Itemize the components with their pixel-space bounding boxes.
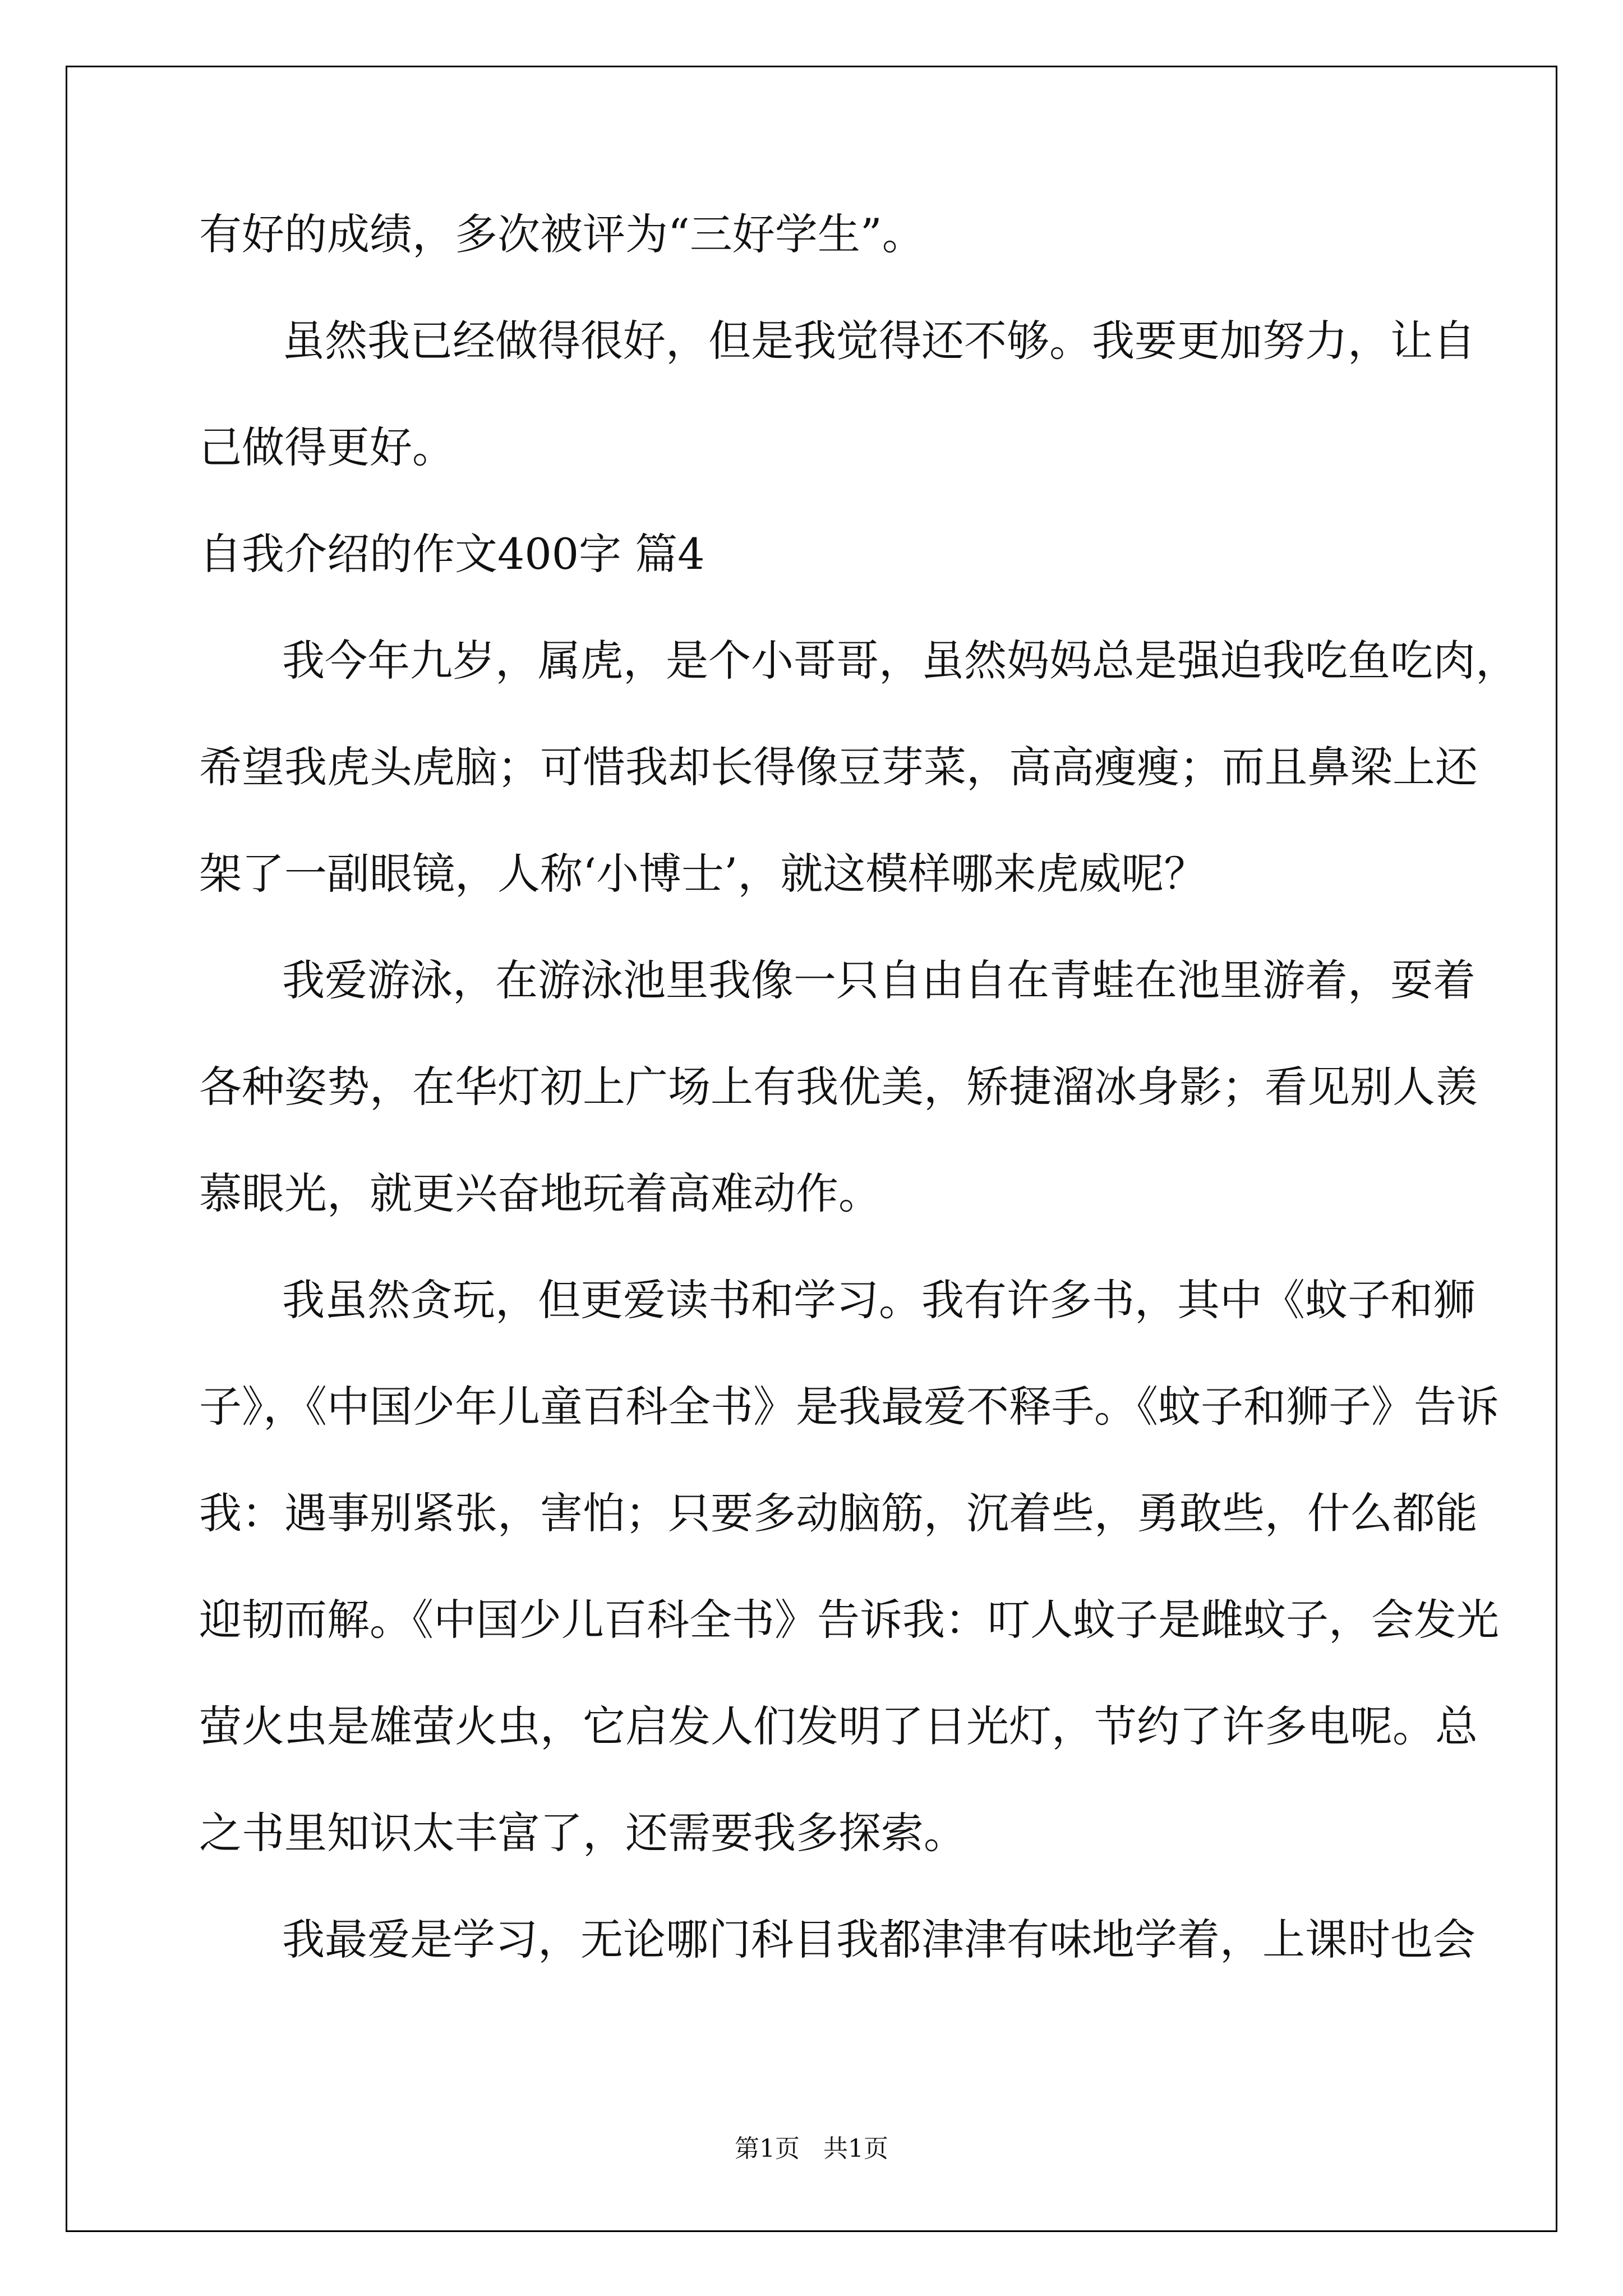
text-line: 迎韧而解。《中国少儿百科全书》告诉我：叮人蚊子是雌蚊子，会发光 — [199, 1595, 1499, 1645]
paragraph-start: 虽然我已经做得很好，但是我觉得还不够。我要更加努力，让自 — [282, 316, 1476, 366]
text-line: 子》，《中国少年儿童百科全书》是我最爱不释手。《蚊子和狮子》告诉 — [199, 1382, 1499, 1432]
text-line: 慕眼光，就更兴奋地玩着高难动作。 — [199, 1168, 881, 1218]
text-line: 架了一副眼镜，人称‘小博士’，就这模样哪来虎威呢？ — [199, 849, 1207, 899]
paragraph-start: 我虽然贪玩，但更爱读书和学习。我有许多书，其中《蚊子和狮 — [282, 1275, 1476, 1325]
page-footer — [0, 2128, 1623, 2164]
paragraph-start: 我爱游泳，在游泳池里我像一只自由自在青蛙在池里游着，耍着 — [282, 955, 1476, 1005]
text-line: 之书里知识太丰富了，还需要我多探索。 — [199, 1808, 966, 1858]
text-line: 萤火虫是雄萤火虫，它启发人们发明了日光灯，节约了许多电呢。总 — [199, 1701, 1478, 1751]
page-number: 第1页 — [735, 2134, 800, 2163]
paragraph-start: 我今年九岁，属虎，是个小哥哥，虽然妈妈总是强迫我吃鱼吃肉， — [282, 636, 1518, 685]
section-heading: 自我介绍的作文400字 篇4 — [199, 529, 705, 579]
page-total: 共1页 — [823, 2134, 888, 2163]
page-border — [66, 66, 1557, 2232]
text-line: 有好的成绩，多次被评为“三好学生”。 — [199, 209, 925, 259]
text-line: 各种姿势，在华灯初上广场上有我优美，矫捷溜冰身影；看见别人羡 — [199, 1062, 1478, 1112]
text-line: 我：遇事别紧张，害怕；只要多动脑筋，沉着些，勇敢些，什么都能 — [199, 1488, 1478, 1538]
text-line: 希望我虎头虎脑；可惜我却长得像豆芽菜，高高瘦瘦；而且鼻梁上还 — [199, 742, 1478, 792]
text-line: 己做得更好。 — [199, 422, 455, 472]
paragraph-start: 我最爱是学习，无论哪门科目我都津津有味地学着，上课时也会 — [282, 1915, 1476, 1964]
